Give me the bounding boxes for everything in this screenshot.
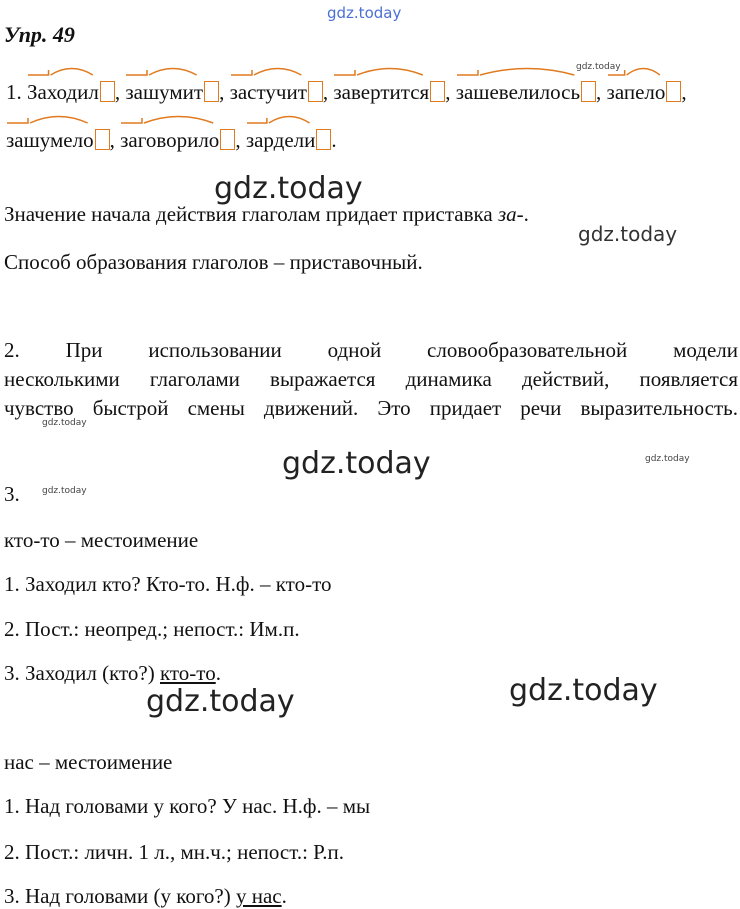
formation-sentence: Способ образования глаголов – приставочный. bbox=[4, 250, 423, 274]
separator: , bbox=[322, 80, 329, 104]
ending-box bbox=[430, 81, 445, 102]
pronoun2-step2: 2. Пост.: личн. 1 л., мн.ч.; непост.: Р.п. bbox=[4, 840, 344, 864]
verb-list bbox=[6, 68, 706, 164]
watermark-small: gdz.today bbox=[576, 62, 621, 72]
watermark-top: gdz.today bbox=[327, 4, 402, 22]
prefix-mark bbox=[231, 70, 252, 75]
ending-box bbox=[316, 129, 331, 150]
verb-word bbox=[607, 68, 682, 116]
exercise-title: Упр. 49 bbox=[4, 22, 75, 47]
pronoun1-step2: 2. Пост.: неопред.; непост.: Им.п. bbox=[4, 617, 300, 641]
morpheme-arcs bbox=[27, 66, 119, 76]
morpheme-arcs bbox=[607, 66, 686, 76]
verb-word bbox=[333, 68, 445, 116]
root-arc bbox=[254, 69, 301, 76]
watermark-large: gdz.today bbox=[509, 673, 658, 708]
ending-box bbox=[581, 81, 596, 102]
verb-text: зашумело bbox=[6, 128, 94, 152]
pronoun1-step3-text: 3. Заходил (кто?) bbox=[4, 661, 160, 685]
verb-text: зардели bbox=[245, 128, 316, 152]
prefix-mark bbox=[457, 70, 478, 75]
ending-box bbox=[308, 81, 323, 102]
pronoun2-step3 bbox=[4, 884, 287, 908]
separator: , bbox=[235, 128, 241, 152]
meaning-sentence bbox=[4, 202, 529, 226]
separator: , bbox=[445, 80, 451, 104]
verb-word bbox=[456, 68, 596, 116]
verb-text: запело bbox=[606, 80, 666, 104]
watermark-large: gdz.today bbox=[214, 171, 363, 206]
morpheme-arcs bbox=[125, 66, 223, 76]
meaning-text: Значение начала действия глаголам придает приставка bbox=[4, 202, 498, 226]
root-arc bbox=[480, 69, 574, 76]
verb-text: зашевелилось bbox=[455, 80, 581, 104]
prefix-mark bbox=[28, 70, 49, 75]
root-arc bbox=[149, 69, 197, 76]
pronoun1-underlined: кто-то bbox=[159, 661, 216, 685]
verb-word bbox=[125, 68, 219, 116]
root-arc bbox=[626, 69, 659, 76]
morpheme-arcs bbox=[456, 66, 601, 76]
pronoun2-step1: 1. Над головами у кого? У нас. Н.ф. – мы bbox=[4, 794, 371, 818]
morpheme-arcs bbox=[333, 66, 449, 76]
watermark-small: gdz.today bbox=[42, 486, 87, 496]
verb-text: заговорило bbox=[120, 128, 220, 152]
verb-word bbox=[246, 116, 332, 164]
root-arc bbox=[30, 117, 88, 124]
part2-line: 2. При использовании одной словообразовательной модели bbox=[4, 338, 738, 362]
root-arc bbox=[357, 69, 423, 76]
pronoun1-step3-end: . bbox=[215, 661, 221, 685]
verb-text: застучит bbox=[229, 80, 307, 104]
prefix-mark bbox=[126, 70, 147, 75]
pronoun2-heading: нас – местоимение bbox=[4, 750, 173, 774]
ending-box bbox=[204, 81, 219, 102]
separator: , bbox=[219, 80, 225, 104]
ending-box bbox=[95, 129, 110, 150]
morpheme-arcs bbox=[120, 114, 240, 124]
prefix-mark bbox=[608, 70, 625, 75]
verb-word bbox=[230, 68, 323, 116]
ending-box bbox=[666, 81, 681, 102]
pronoun1-heading: кто-то – местоимение bbox=[4, 528, 199, 552]
verb-text: зашумит bbox=[125, 80, 204, 104]
separator: . bbox=[331, 128, 337, 152]
root-arc bbox=[269, 117, 310, 124]
pronoun1-step3 bbox=[4, 661, 221, 685]
root-arc bbox=[51, 69, 93, 76]
separator: , bbox=[114, 80, 121, 104]
verb-word bbox=[27, 68, 115, 116]
part2-line: чувство быстрой смены движений. Это придает речи выразительность. bbox=[4, 396, 738, 420]
watermark-small: gdz.today bbox=[645, 454, 690, 464]
verb-text: Заходил bbox=[27, 80, 99, 104]
morpheme-arcs bbox=[6, 114, 114, 124]
separator: , bbox=[109, 128, 115, 152]
watermark-large: gdz.today bbox=[282, 446, 431, 481]
ending-box bbox=[220, 129, 235, 150]
verb-text: завертится bbox=[333, 80, 430, 104]
watermark-medium: gdz.today bbox=[578, 222, 678, 246]
verb-word bbox=[6, 116, 110, 164]
part1-number: 1. bbox=[6, 80, 22, 104]
watermark-small: gdz.today bbox=[42, 418, 87, 428]
root-arc bbox=[144, 117, 213, 124]
morpheme-arcs bbox=[230, 66, 328, 76]
verb-word bbox=[120, 116, 235, 164]
meaning-end: . bbox=[523, 202, 529, 226]
pronoun2-underlined: у нас bbox=[235, 884, 282, 908]
separator: , bbox=[596, 80, 602, 104]
watermark-large: gdz.today bbox=[146, 684, 295, 719]
part3-number: 3. bbox=[4, 482, 20, 506]
morpheme-arcs bbox=[246, 114, 336, 124]
ending-box bbox=[100, 81, 115, 102]
prefix-za: за- bbox=[497, 202, 524, 226]
prefix-mark bbox=[7, 118, 28, 123]
part2-line: несколькими глаголами выражается динамика действий, появляется bbox=[4, 367, 738, 391]
prefix-mark bbox=[334, 70, 355, 75]
prefix-mark bbox=[121, 118, 142, 123]
pronoun1-step1: 1. Заходил кто? Кто-то. Н.ф. – кто-то bbox=[4, 572, 332, 596]
separator: , bbox=[681, 80, 687, 104]
pronoun2-step3-end: . bbox=[281, 884, 287, 908]
prefix-mark bbox=[247, 118, 267, 123]
pronoun2-step3-text: 3. Над головами (у кого?) bbox=[4, 884, 236, 908]
